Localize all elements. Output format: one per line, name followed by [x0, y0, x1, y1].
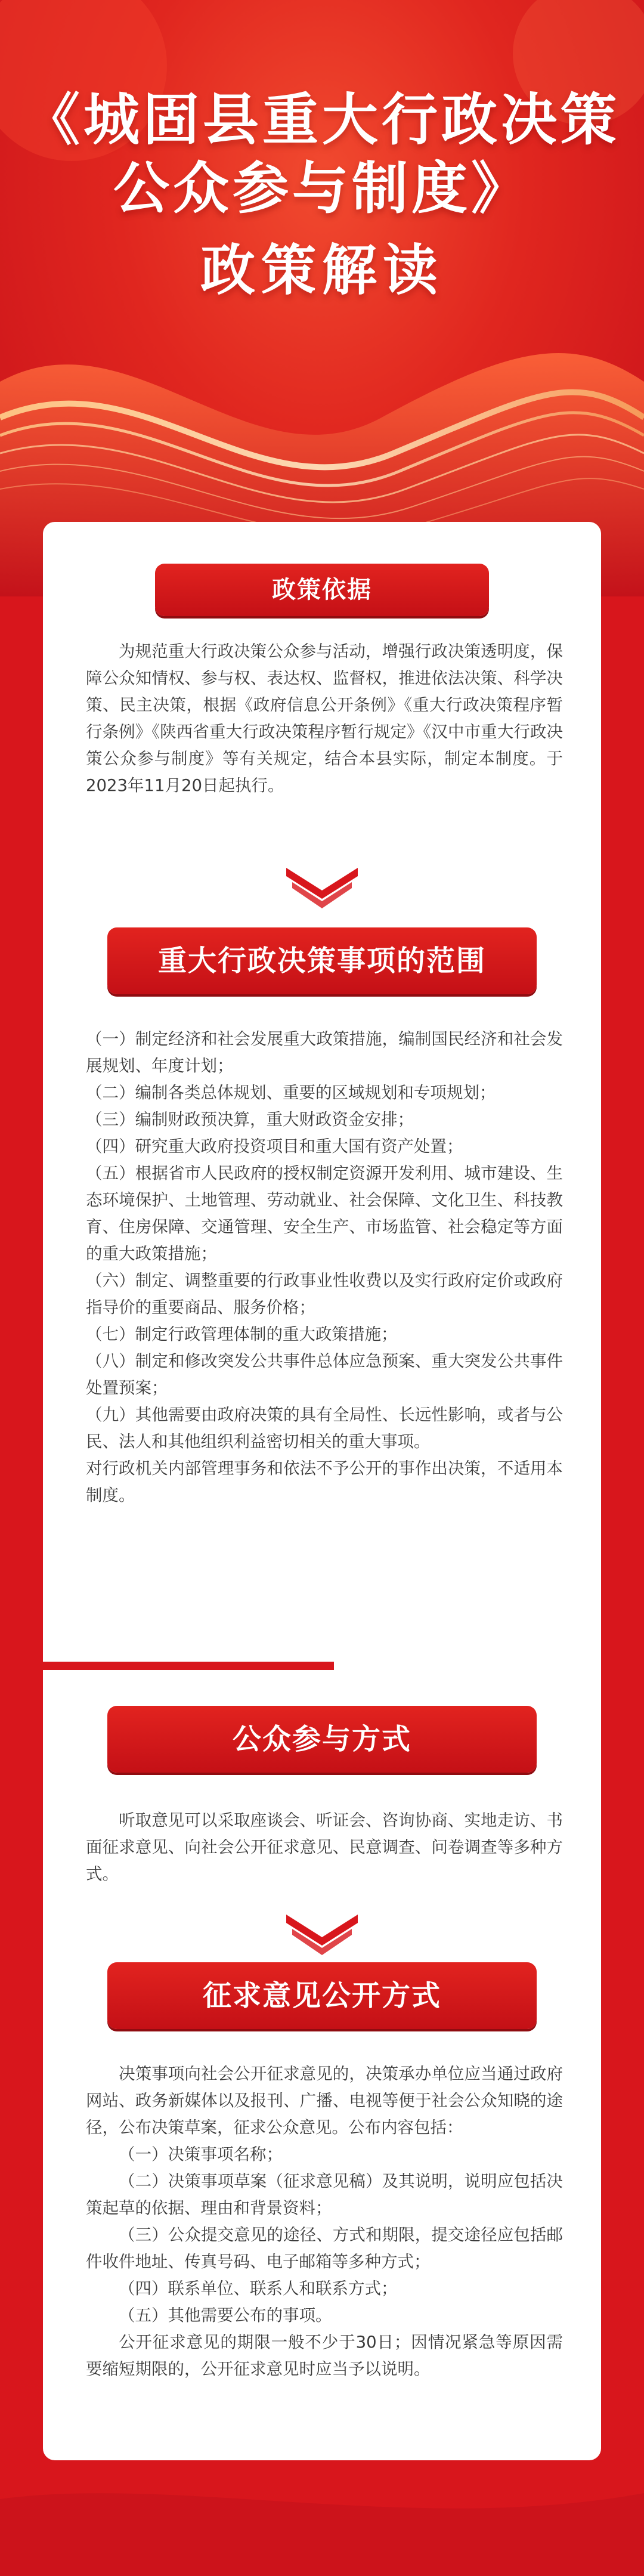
list-item: （一）决策事项名称；: [119, 2145, 283, 2164]
list-item: （五）根据省市人民政府的授权制定资源开发利用、城市建设、生态环境保护、土地管理、劳动就业、社会保障、文化卫生、科技教育、住房保障、交通管理、安全生产、市场监管、社会稳定等方面的重大政策措施；: [86, 1164, 563, 1263]
participation-paragraph: 听取意见可以采取座谈会、听证会、咨询协商、实地走访、书面征求意见、向社会公开征求意见、民意调查、问卷调查等多种方式。: [86, 1811, 563, 1884]
chevron-down-icon: [286, 1915, 358, 1956]
page-title-line2: 公众参与制度》: [113, 156, 531, 221]
list-item: （七）制定行政管理体制的重大政策措施；: [86, 1325, 398, 1344]
consultation-intro: 决策事项向社会公开征求意见的，决策承办单位应当通过政府网站、政务新媒体以及报刊、广播、电视等便于社会公众知晓的途径，公布决策草案，征求公众意见。公布内容包括：: [86, 2064, 563, 2137]
participation-text: [86, 1807, 563, 1888]
consultation-text: [86, 2061, 563, 2383]
list-item: （二）编制各类总体规划、重要的区域规划和专项规划；: [86, 1083, 496, 1102]
section-heading-consultation: 征求意见公开方式: [107, 1962, 537, 2029]
bottom-decoration: [0, 2463, 644, 2576]
list-item: （三）编制财政预决算，重大财政资金安排；: [86, 1110, 414, 1129]
consultation-outro: 公开征求意见的期限一般不少于30日；因情况紧急等原因需要缩短期限的，公开征求意见时应当予以说明。: [86, 2333, 563, 2379]
page-title-line1: 《城固县重大行政决策: [23, 88, 620, 153]
section-heading-participation: 公众参与方式: [107, 1706, 537, 1773]
policy-basis-paragraph: 为规范重大行政决策公众参与活动，增强行政决策透明度，保障公众知情权、参与权、表达权、监督权，推进依法决策、科学决策、民主决策，根据《政府信息公开条例》《重大行政决策程序暂行条例》《陕西省重大行政决策程序暂行规定》《汉中市重大行政决策公众参与制度》等有关规定，结合本县实际，制定本制度。于2023年11月20日起执行。: [86, 642, 563, 795]
list-item: （四）联系单位、联系人和联系方式；: [119, 2279, 398, 2298]
list-item: （八）制定和修改突发公共事件总体应急预案、重大突发公共事件处置预案；: [86, 1352, 563, 1397]
policy-basis-text: [86, 638, 563, 799]
list-item: （五）其他需要公布的事项。: [119, 2306, 332, 2325]
divider-bar: [0, 1662, 334, 1670]
list-item: 对行政机关内部管理事务和依法不予公开的事作出决策，不适用本制度。: [86, 1459, 563, 1505]
list-item: （四）研究重大政府投资项目和重大国有资产处置；: [86, 1137, 463, 1156]
content-panel-lower: [43, 1670, 601, 2463]
list-item: （六）制定、调整重要的行政事业性收费以及实行政府定价或政府指导价的重要商品、服务价格；: [86, 1271, 563, 1317]
section-heading-scope: 重大行政决策事项的范围: [107, 927, 537, 994]
list-item: （三）公众提交意见的途径、方式和期限，提交途径应包括邮件收件地址、传真号码、电子邮箱等多种方式；: [86, 2225, 563, 2271]
page-subtitle: 政策解读: [200, 239, 444, 302]
list-item: （九）其他需要由政府决策的具有全局性、长远性影响，或者与公民、法人和其他组织利益密切相关的重大事项。: [86, 1405, 563, 1451]
chevron-down-icon: [286, 868, 358, 910]
header-banner: [0, 0, 644, 596]
list-item: （一）制定经济和社会发展重大政策措施，编制国民经济和社会发展规划、年度计划；: [86, 1029, 563, 1075]
scope-list: [86, 1026, 563, 1509]
section-heading-policy-basis: 政策依据: [155, 564, 489, 616]
list-item: （二）决策事项草案（征求意见稿）及其说明，说明应包括决策起草的依据、理由和背景资料；: [86, 2172, 563, 2218]
